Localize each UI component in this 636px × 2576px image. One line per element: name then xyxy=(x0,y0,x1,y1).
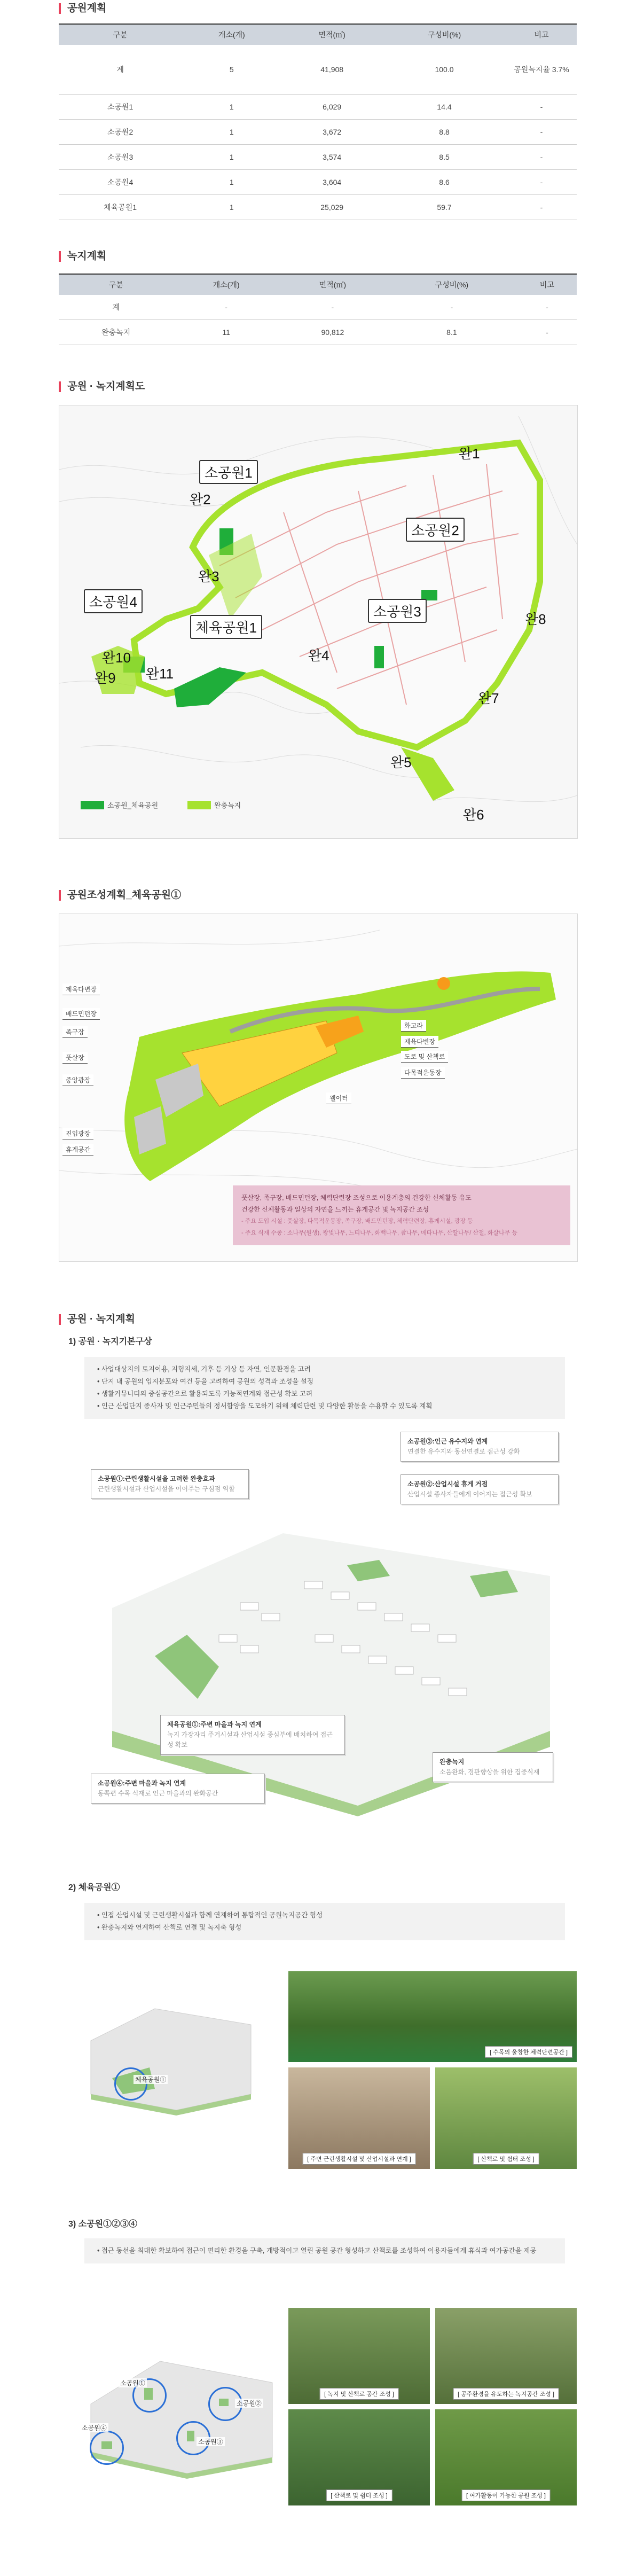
table-header: 구분 xyxy=(59,24,182,45)
green-plan-table xyxy=(59,274,577,345)
table-cell: 8.5 xyxy=(382,145,506,170)
sport-park-info-box xyxy=(233,1185,570,1245)
table-cell: - xyxy=(173,295,279,320)
map-label-buffer-2: 완2 xyxy=(190,491,211,508)
photo-caption: [ 산책로 및 쉼터 조성 ] xyxy=(473,2153,539,2165)
key-map-label-sport-park: 체육공원① xyxy=(134,2075,168,2084)
table-cell: - xyxy=(506,95,577,120)
table-header: 구성비(%) xyxy=(382,24,506,45)
table-cell: 소공원4 xyxy=(59,170,182,195)
concept-box-buffer: 완충녹지 소음완화, 경관향상을 위한 집중식재 xyxy=(433,1752,553,1782)
photo-small-park-1 xyxy=(288,2308,430,2404)
map-label-buffer-7: 완7 xyxy=(478,690,499,706)
list-item: • 접근 동선을 최대한 확보하여 접근이 편리한 환경을 구축, 개방적이고 열린 공원 공간 형성하고 산책로를 조성하여 이용자들에게 휴식과 여가공간을 제공 xyxy=(97,2245,552,2257)
table-cell: 공원녹지율 3.7% xyxy=(506,45,577,95)
table-cell: - xyxy=(506,145,577,170)
map-label-buffer-8: 완8 xyxy=(525,611,546,627)
callout-left-4: 풋살장 xyxy=(62,1052,88,1064)
table-header: 비고 xyxy=(506,24,577,45)
photo-caption: [ 수목의 울창한 체력단련공간 ] xyxy=(485,2046,572,2058)
section-title-park-green-map: 공원 · 녹지계획도 xyxy=(59,381,145,392)
table-cell: 5 xyxy=(182,45,281,95)
key-map-label-small-park-3: 소공원③ xyxy=(197,2437,225,2446)
table-cell: - xyxy=(386,295,517,320)
section-title-park-plan: 공원계획 xyxy=(59,3,106,14)
section-title-sport-park-plan: 공원조성계획_체육공원① xyxy=(59,890,181,901)
callout-right-3: 도로 및 산책로 xyxy=(401,1051,448,1063)
table-cell: 1 xyxy=(182,95,281,120)
section-title-green-plan: 녹지계획 xyxy=(59,251,106,262)
table-cell: 소공원2 xyxy=(59,120,182,145)
park-green-map xyxy=(59,405,578,839)
table-cell: 계 xyxy=(59,45,182,95)
concept-box-sport-park-1: 체육공원①:주변 마을과 녹지 연계 녹지 가장자리 주거시설과 산업시설 중심부에 배치하여 접근성 확보 xyxy=(160,1715,345,1755)
callout-left-1: 제육다변장 xyxy=(62,983,100,995)
table-row xyxy=(59,45,577,95)
legend-buffer: 완충녹지 xyxy=(214,801,241,809)
photo-caption: [ 공주환경을 유도하는 녹지공간 조성 ] xyxy=(453,2388,559,2400)
table-cell: 1 xyxy=(182,120,281,145)
table-row xyxy=(59,145,577,170)
map-label-small-park-4: 소공원4 xyxy=(84,589,143,613)
legend-park: 소공원_체육공원 xyxy=(107,801,159,809)
table-cell: 8.1 xyxy=(386,320,517,345)
callout-right-5: 웰이터 xyxy=(326,1092,351,1104)
list-item: • 생활커뮤니티의 중심공간으로 활용되도록 거능적연계와 접근성 확보 고려 xyxy=(97,1388,552,1400)
callout-right-4: 다목적운동장 xyxy=(401,1067,445,1079)
table-cell: 1 xyxy=(182,195,281,220)
callout-right-1: 화고라 xyxy=(401,1020,426,1032)
list-item: • 완충녹지와 연계하여 산책로 연결 및 녹지축 형성 xyxy=(97,1922,552,1934)
callout-left-7: 휴게공간 xyxy=(62,1144,93,1156)
subtitle-sport-park: 2) 체육공원① xyxy=(68,1883,120,1892)
sport-park-plan-figure xyxy=(59,914,578,1262)
callout-left-2: 배드민턴장 xyxy=(62,1008,100,1020)
callout-left-3: 족구장 xyxy=(62,1026,88,1038)
map-label-buffer-1: 완1 xyxy=(459,446,480,462)
photo-sport-park-2 xyxy=(288,2067,430,2169)
key-map-label-small-park-2: 소공원② xyxy=(235,2399,263,2408)
photo-small-park-3 xyxy=(288,2409,430,2505)
table-cell: 90,812 xyxy=(279,320,386,345)
table-header: 면적(㎡) xyxy=(279,274,386,295)
table-cell: 1 xyxy=(182,145,281,170)
table-cell: - xyxy=(517,320,577,345)
subtitle-small-parks: 3) 소공원①②③④ xyxy=(68,2220,138,2229)
callout-left-6: 진입광장 xyxy=(62,1128,93,1139)
table-cell: 1 xyxy=(182,170,281,195)
table-header: 비고 xyxy=(517,274,577,295)
sport-park-highlight-circle xyxy=(114,2067,147,2101)
table-row xyxy=(59,295,577,320)
photo-sport-park-3 xyxy=(435,2067,577,2169)
map-label-buffer-11: 완11 xyxy=(146,666,174,682)
callout-right-2: 제육다변장 xyxy=(401,1036,438,1048)
table-row xyxy=(59,320,577,345)
info-line-2: 건강한 신체활동과 일상의 자연을 느끼는 휴게공간 및 녹지공간 조성 xyxy=(241,1206,429,1213)
concept-diagram xyxy=(80,1432,561,1816)
table-cell: 소공원1 xyxy=(59,95,182,120)
table-cell: 14.4 xyxy=(382,95,506,120)
table-header: 개소(개) xyxy=(182,24,281,45)
map-drawing xyxy=(59,405,577,838)
map-legend xyxy=(107,800,190,810)
table-cell: 11 xyxy=(173,320,279,345)
table-cell: - xyxy=(517,295,577,320)
table-cell: 소공원3 xyxy=(59,145,182,170)
table-header: 구성비(%) xyxy=(386,274,517,295)
key-map-label-small-park-4: 소공원④ xyxy=(80,2423,108,2432)
table-cell: - xyxy=(279,295,386,320)
table-cell: 3,672 xyxy=(281,120,382,145)
table-cell: - xyxy=(506,170,577,195)
photo-caption: [ 산책로 및 쉼터 조성 ] xyxy=(326,2489,392,2501)
sport-park-bullets xyxy=(84,1903,565,1940)
table-cell: 100.0 xyxy=(382,45,506,95)
photo-small-park-2 xyxy=(435,2308,577,2404)
photo-caption: [ 여가활동이 가능한 공원 조성 ] xyxy=(461,2489,551,2501)
table-cell: 6,029 xyxy=(281,95,382,120)
small-parks-bullets xyxy=(84,2238,565,2263)
table-row xyxy=(59,120,577,145)
map-label-small-park-1: 소공원1 xyxy=(199,460,258,484)
concept-box-small-park-3: 소공원③:인근 유수지와 연계 연결한 유수지와 동선연결로 접근성 강화 xyxy=(401,1432,559,1462)
table-cell: 8.6 xyxy=(382,170,506,195)
concept-box-small-park-2: 소공원②:산업시설 휴게 거점 산업시설 종사자들에게 이어지는 접근성 확보 xyxy=(401,1474,559,1504)
map-legend-2 xyxy=(214,800,273,810)
photo-caption: [ 주변 근린생활시설 및 산업시설과 연계 ] xyxy=(302,2153,415,2165)
map-label-buffer-5: 완5 xyxy=(390,754,412,770)
callout-left-5: 중앙광장 xyxy=(62,1074,93,1086)
table-cell: 체육공원1 xyxy=(59,195,182,220)
list-item: • 단지 내 공원의 입지분포와 여건 등을 고려하여 공원의 성격과 조성을 설정 xyxy=(97,1376,552,1388)
map-label-buffer-6: 완6 xyxy=(463,807,484,823)
table-cell: 3,604 xyxy=(281,170,382,195)
table-cell: 완충녹지 xyxy=(59,320,173,345)
key-map-label-small-park-1: 소공원① xyxy=(119,2378,147,2387)
table-header: 개소(개) xyxy=(173,274,279,295)
info-line-4: - 주요 식재 수종 : 소나무(원생), 왕벚나무, 느티나무, 화백나무, 참나무, 메타나무, 산딸나무/ 산철, 화살나무 등 xyxy=(241,1230,517,1236)
map-label-buffer-3: 완3 xyxy=(198,568,219,584)
concept-box-small-park-4: 소공원④:주변 마을과 녹지 연계 동쪽편 수목 식재로 인근 마을과의 완화공간 xyxy=(91,1774,265,1804)
table-cell: 41,908 xyxy=(281,45,382,95)
list-item: • 사업대상지의 토지이용, 지형지세, 기후 등 기상 등 자연, 인문환경을 고려 xyxy=(97,1363,552,1376)
concept-box-small-park-1: 소공원①:근린생활시설을 고려한 완충효과 근린생활시설과 산업시설을 이어주는 구심점 역할 xyxy=(91,1469,249,1499)
table-header-row xyxy=(59,24,577,45)
table-cell: 8.8 xyxy=(382,120,506,145)
map-label-small-park-3: 소공원3 xyxy=(368,599,427,623)
map-label-sport-park-1: 체육공원1 xyxy=(190,615,262,639)
table-header: 면적(㎡) xyxy=(281,24,382,45)
list-item: • 인접 산업시설 및 근린생활시설과 함께 연계하여 통합적인 공원녹지공간 형성 xyxy=(97,1909,552,1922)
table-header: 구분 xyxy=(59,274,173,295)
small-park-4-circle xyxy=(90,2431,124,2465)
map-label-small-park-2: 소공원2 xyxy=(406,518,465,542)
table-row xyxy=(59,95,577,120)
photo-small-park-4 xyxy=(435,2409,577,2505)
table-cell: 25,029 xyxy=(281,195,382,220)
map-label-buffer-4: 완4 xyxy=(308,647,329,663)
small-parks-key-map xyxy=(80,2319,283,2479)
table-row xyxy=(59,170,577,195)
map-label-buffer-10: 완10 xyxy=(102,650,131,666)
sport-park-key-map xyxy=(80,1987,262,2116)
basic-concept-bullets xyxy=(84,1357,565,1419)
table-header-row xyxy=(59,274,577,295)
photo-caption: [ 녹지 및 산책로 공간 조성 ] xyxy=(319,2388,399,2400)
info-line-3: - 주요 도입 시설 : 풋살장, 다목적운동장, 족구장, 배드민턴장, 체력단련장, 휴게시설, 광장 등 xyxy=(241,1218,473,1224)
table-cell: - xyxy=(506,195,577,220)
photo-sport-park-1 xyxy=(288,1971,577,2062)
table-cell: 계 xyxy=(59,295,173,320)
list-item: • 인근 산업단지 종사자 및 인근주민들의 정서함양을 도모하기 위해 체력단련 및 다양한 활동을 수용할 수 있도록 계획 xyxy=(97,1400,552,1412)
table-cell: - xyxy=(506,120,577,145)
table-cell: 3,574 xyxy=(281,145,382,170)
info-line-1: 풋살장, 족구장, 배드민턴장, 체력단련장 조성으로 이용계층의 건강한 신체활동 유도 xyxy=(241,1194,472,1201)
park-plan-table xyxy=(59,24,577,220)
section-title-park-green-plan: 공원 · 녹지계획 xyxy=(59,1314,135,1325)
table-row xyxy=(59,195,577,220)
subtitle-basic-concept: 1) 공원 · 녹지기본구상 xyxy=(68,1337,152,1346)
map-label-buffer-9: 완9 xyxy=(95,670,116,686)
table-cell: 59.7 xyxy=(382,195,506,220)
